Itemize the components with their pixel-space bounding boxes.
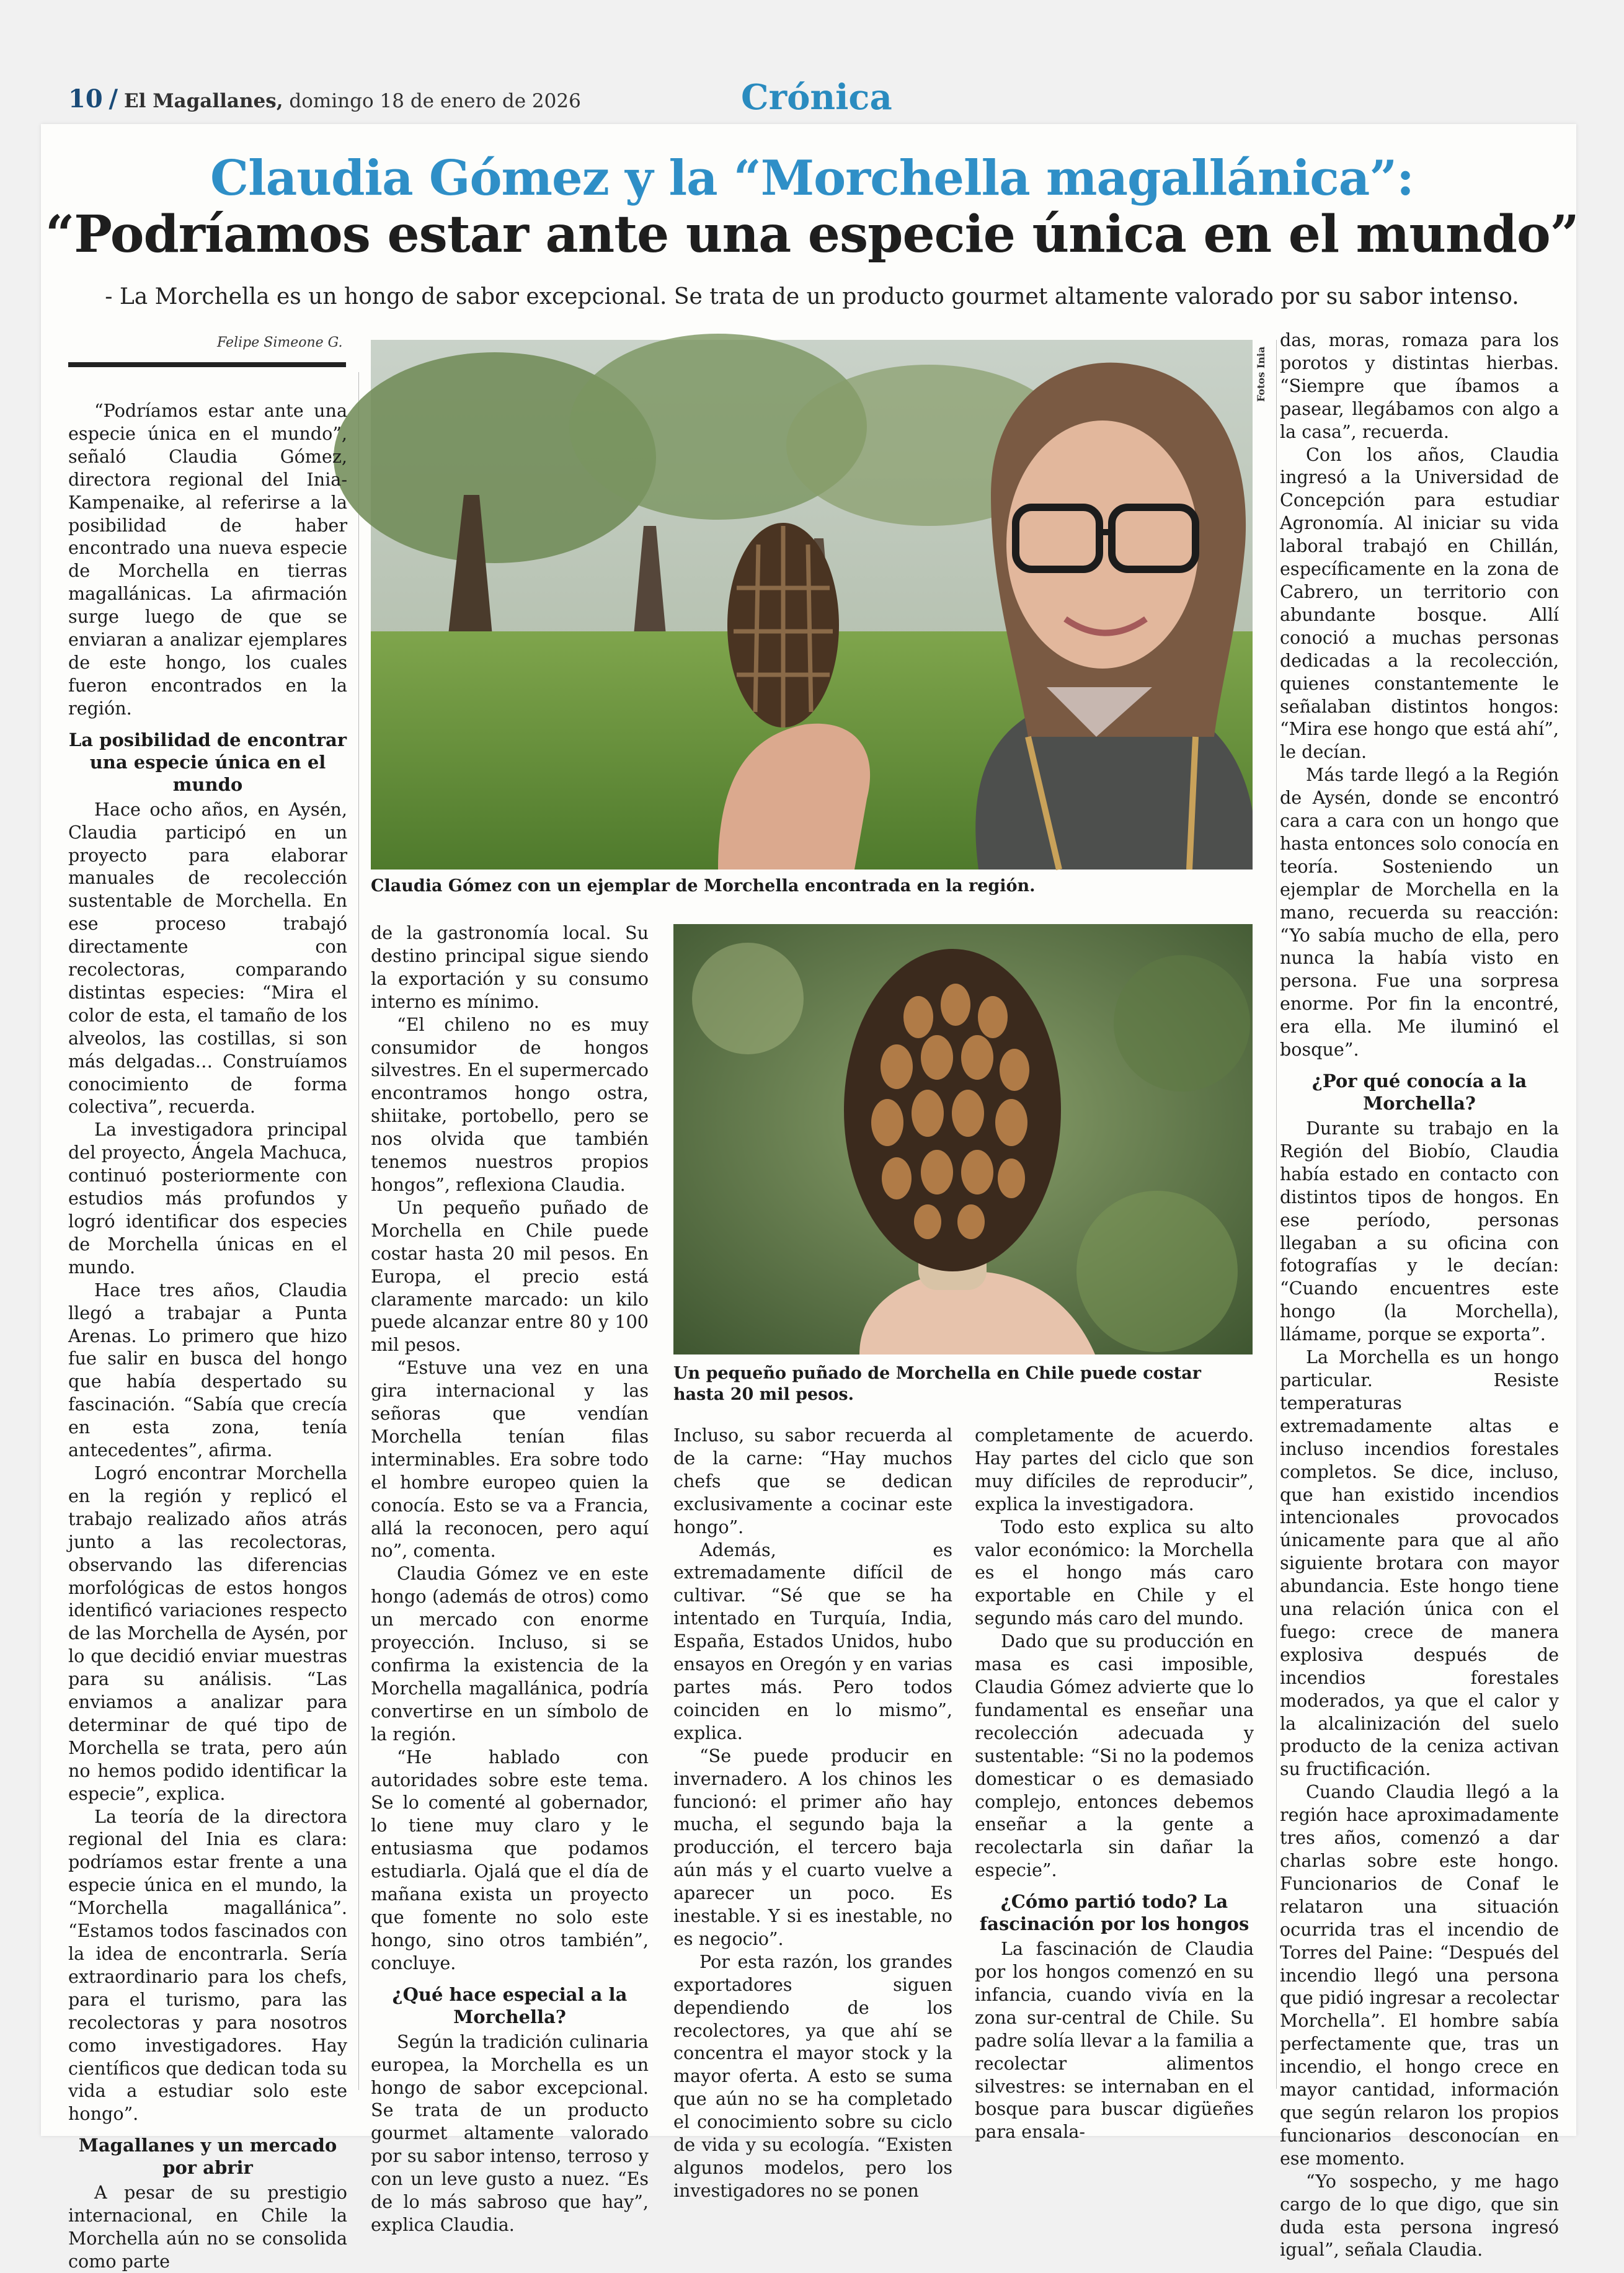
paragraph: “Podríamos estar ante una especie única en el mundo”, señaló Claudia Gómez, directora regional del Inia-Kampenaike, al referirse a la posibilidad de haber encontrado una nueva especie de Morchella en tierras magallánicas. La afirmación surge luego de que se enviaran a analizar ejemplares de este hongo, los cuales fueron encontrados en la región. bbox=[68, 400, 347, 719]
article-column-2 bbox=[371, 922, 649, 2235]
paragraph: La investigadora principal del proyecto, Ángela Machuca, continuó posteriormente con estudios más profundos y logró identificar dos especies de Morchella únicas en el mundo. bbox=[68, 1119, 347, 1278]
paragraph: “Estuve una vez en una gira internacional y las señoras que vendían Morchella tenían filas interminables. Era sobre todo el hombre europeo quien la conocía. Esto se va a Francia, allá la reconocen, pero aquí no”, comenta. bbox=[371, 1357, 649, 1562]
paragraph: A pesar de su prestigio internacional, en Chile la Morchella aún no se consolida como parte bbox=[68, 2182, 347, 2272]
headline-line-2: “Podríamos estar ante una especie única en el mundo” bbox=[45, 205, 1579, 264]
headline-line-1: Claudia Gómez y la “Morchella magallánica”: bbox=[210, 150, 1414, 207]
subheading: La posibilidad de encontrar una especie única en el mundo bbox=[68, 729, 347, 795]
paragraph: “He hablado con autoridades sobre este tema. Se lo comenté al gobernador, lo tiene muy claro y le entusiasma que podamos estudiarla. Ojalá que el día de mañana exista un proyecto que fomente no solo este hongo, sino otros también”, concluye. bbox=[371, 1746, 649, 1973]
paragraph: “Se puede producir en invernadero. A los chinos les funcionó: el primer año hay mucha, el segundo baja la producción, el tercero baja aún más y el cuarto vuelve a aparecer un poco. Es inestable. Y si es inestable, no es negocio”. bbox=[673, 1745, 952, 1949]
page-folio bbox=[68, 84, 581, 113]
byline: Felipe Simeone G. bbox=[217, 335, 343, 350]
paragraph: Además, es extremadamente difícil de cultivar. “Sé que se ha intentado en Turquía, India, España, Estados Unidos, hubo ensayos en Oregón y en varias partes más. Pero todos coinciden en lo mismo”, explica. bbox=[673, 1539, 952, 1743]
photo-claudia-holding-morel bbox=[371, 340, 1253, 870]
issue-date: domingo 18 de enero de 2026 bbox=[289, 90, 581, 112]
byline-rule bbox=[68, 362, 346, 367]
photo-1-illustration bbox=[371, 340, 1253, 870]
article-column-1 bbox=[68, 372, 347, 2272]
caption-photo-2: Un pequeño puñado de Morchella en Chile puede costar hasta 20 mil pesos. bbox=[673, 1364, 1201, 1404]
column-rule bbox=[358, 372, 359, 2090]
paragraph: Más tarde llegó a la Región de Aysén, donde se encontró cara a cara con un hongo que hasta entonces solo conocía en teoría. Sosteniendo un ejemplar de Morchella en la mano, recuerda su reacción: “Yo sabía mucho de ella, pero nunca la había visto en persona. Fue una sorpresa enorme. Por fin la encontré, era ella. Me iluminó el bosque”. bbox=[1280, 764, 1559, 1061]
paragraph: Dado que su producción en masa es casi imposible, Claudia Gómez advierte que lo fundamental es enseñar una recolección adecuada y sustentable: “Si no la podemos domesticar o es demasiado complejo, entonces debemos enseñar a la gente a recolectarla sin dañar la especie”. bbox=[975, 1630, 1254, 1881]
paragraph: Hace tres años, Claudia llegó a trabajar a Punta Arenas. Lo primero que hizo fue salir en busca del hongo que había despertado su fascinación. “Sabía que crecía en esta zona, tenía antecedentes”, afirma. bbox=[68, 1279, 347, 1461]
photo-2-illustration bbox=[673, 924, 1253, 1354]
folio-separator: / bbox=[109, 84, 118, 113]
paragraph: “Yo sospecho, y me hago cargo de lo que digo, que sin duda esta persona ingresó igual”, señala Claudia. bbox=[1280, 2170, 1559, 2261]
column-rule bbox=[1276, 340, 1277, 2089]
paragraph: “El chileno no es muy consumidor de hongos silvestres. En el supermercado encontramos hongo ostra, shiitake, portobello, pero se nos olvida que también tenemos nuestros propios hongos”, reflexiona Claudia. bbox=[371, 1013, 649, 1195]
paragraph: Claudia Gómez ve en este hongo (además de otros) como un mercado con enorme proyección. Incluso, si se confirma la existencia de la Morchella magallánica, podría convertirse en un símbolo de la región. bbox=[371, 1563, 649, 1745]
subheading: ¿Por qué conocía a la Morchella? bbox=[1311, 1070, 1527, 1114]
article-column-4 bbox=[975, 1424, 1254, 2143]
paragraph: Por esta razón, los grandes exportadores siguen dependiendo de los recolectores, ya que ahí se concentra el mayor stock y la mayor oferta. A esto se suma que aún no se ha completado el conocimiento sobre su ciclo de vida y su ecología. “Existen algunos modelos, pero los investigadores no se ponen bbox=[673, 1951, 952, 2201]
subheading: Magallanes y un mercado por abrir bbox=[78, 2135, 337, 2179]
paragraph: Durante su trabajo en la Región del Biobío, Claudia había estado en contacto con distintos tipos de hongos. En ese período, personas llegaban a su oficina con fotografías y le decían: “Cuando encuentres este hongo (la Morchella), llámame, porque se exporta”. bbox=[1280, 1118, 1559, 1345]
paragraph: Con los años, Claudia ingresó a la Universidad de Concepción para estudiar Agronomía. Al iniciar su vida laboral trabajó en Chillán, específicamente en la zona de Cabrero, un territorio con abundante bosque. Allí conoció a muchas personas dedicadas a la recolección, quienes constantemente le señalaban distintos hongos: “Mira ese hongo que está ahí”, le decían. bbox=[1280, 443, 1559, 763]
deck-subtitle: - La Morchella es un hongo de sabor excepcional. Se trata de un producto gourmet altamente valorado por su sabor intenso. bbox=[105, 284, 1519, 309]
paragraph: La teoría de la directora regional del Inia es clara: podríamos estar frente a una especie única en el mundo, la “Morchella magallánica”. “Estamos todos fascinados con la idea de encontrarla. Sería extraordinario para los chefs, para el turismo, para las recolectoras y para nosotros como investigadores. Hay científicos que dedican toda su vida a estudiar solo este hongo”. bbox=[68, 1805, 347, 2125]
paragraph: Hace ocho años, en Aysén, Claudia participó en un proyecto para elaborar manuales de recolección sustentable de Morchella. En ese proceso trabajó directamente con recolectoras, comparando distintas especies: “Mira el color de esta, el tamaño de los alveolos, las costillas, si son más delgadas… Construíamos conocimiento de forma colectiva”, recuerda. bbox=[68, 798, 347, 1118]
paragraph: Cuando Claudia llegó a la región hace aproximadamente tres años, comenzó a dar charlas sobre este hongo. Funcionarios de Conaf le relataron una situación ocurrida tras el incendio de Torres del Paine: “Después del incendio llegó una persona que pidió ingresar a recolectar Morchella”. El hombre sabía perfectamente que, tras un incendio, el hongo crece en mayor cantidad, información que según relaron los propios funcionarios desconocían en ese momento. bbox=[1280, 1781, 1559, 2169]
caption-photo-1: Claudia Gómez con un ejemplar de Morchella encontrada en la región. bbox=[371, 876, 1036, 896]
paragraph: La fascinación de Claudia por los hongos comenzó en su infancia, cuando vivía en la zona sur-central de Chile. Su padre solía llevar a la familia a recolectar alimentos silvestres: se internaban en el bosque para buscar digüeñes para ensala- bbox=[975, 1938, 1254, 2143]
paragraph: Según la tradición culinaria europea, la Morchella es un hongo de sabor excepcional. Se trata de un producto gourmet altamente valorado por su sabor intenso, terroso y con un leve gusto a nuez. “Es de lo más sabroso que hay”, explica Claudia. bbox=[371, 2031, 649, 2235]
section-title: Crónica bbox=[741, 77, 892, 118]
paragraph: Todo esto explica su alto valor económico: la Morchella es el hongo más caro exportable en Chile y el segundo más caro del mundo. bbox=[975, 1516, 1254, 1629]
paragraph: Incluso, su sabor recuerda al de la carne: “Hay muchos chefs que se dedican exclusivamente a cocinar este hongo”. bbox=[673, 1425, 952, 1537]
paragraph: Un pequeño puñado de Morchella en Chile puede costar hasta 20 mil pesos. En Europa, el precio está claramente marcado: un kilo puede alcanzar entre 80 y 100 mil pesos. bbox=[371, 1196, 649, 1356]
article-column-3 bbox=[673, 1424, 952, 2201]
photo-credit: Fotos Inia bbox=[1255, 346, 1267, 402]
subheading: ¿Qué hace especial a la Morchella? bbox=[392, 1983, 628, 2027]
paragraph: das, moras, romaza para los porotos y distintas hierbas. “Siempre que íbamos a pasear, llegábamos con algo a la casa”, recuerda. bbox=[1280, 329, 1559, 442]
paragraph: de la gastronomía local. Su destino principal sigue siendo la exportación y su consumo interno es mínimo. bbox=[371, 922, 649, 1012]
page-number: 10 bbox=[68, 84, 103, 113]
article-column-5 bbox=[1280, 329, 1559, 2261]
photo-morel-closeup bbox=[673, 924, 1253, 1354]
paragraph: Logró encontrar Morchella en la región y replicó el trabajo realizado años atrás junto a las recolectoras, observando las diferencias morfológicas de estos hongos identificó variaciones respecto de las Morchella de Aysén, por lo que decidió enviar muestras para su análisis. “Las enviamos a analizar para determinar de qué tipo de Morchella se trata, pero aún no hemos podido identificar la especie”, explica. bbox=[68, 1462, 347, 1804]
subheading: ¿Cómo partió todo? La fascinación por los hongos bbox=[979, 1891, 1249, 1935]
newspaper-name: El Magallanes, bbox=[124, 90, 283, 112]
paragraph: completamente de acuerdo. Hay partes del ciclo que son muy difíciles de reproducir”, explica la investigadora. bbox=[975, 1425, 1254, 1515]
paragraph: La Morchella es un hongo particular. Resiste temperaturas extremadamente altas e incluso incendios forestales completos. Se dice, incluso, que han existido incendios intencionales provocados únicamente para que al año siguiente brotara con mayor abundancia. Este hongo tiene una relación única con el fuego: crece de manera explosiva después de incendios forestales moderados, ya que el calor y la alcalinización del suelo producto de la ceniza activan su fructificación. bbox=[1280, 1346, 1559, 1780]
